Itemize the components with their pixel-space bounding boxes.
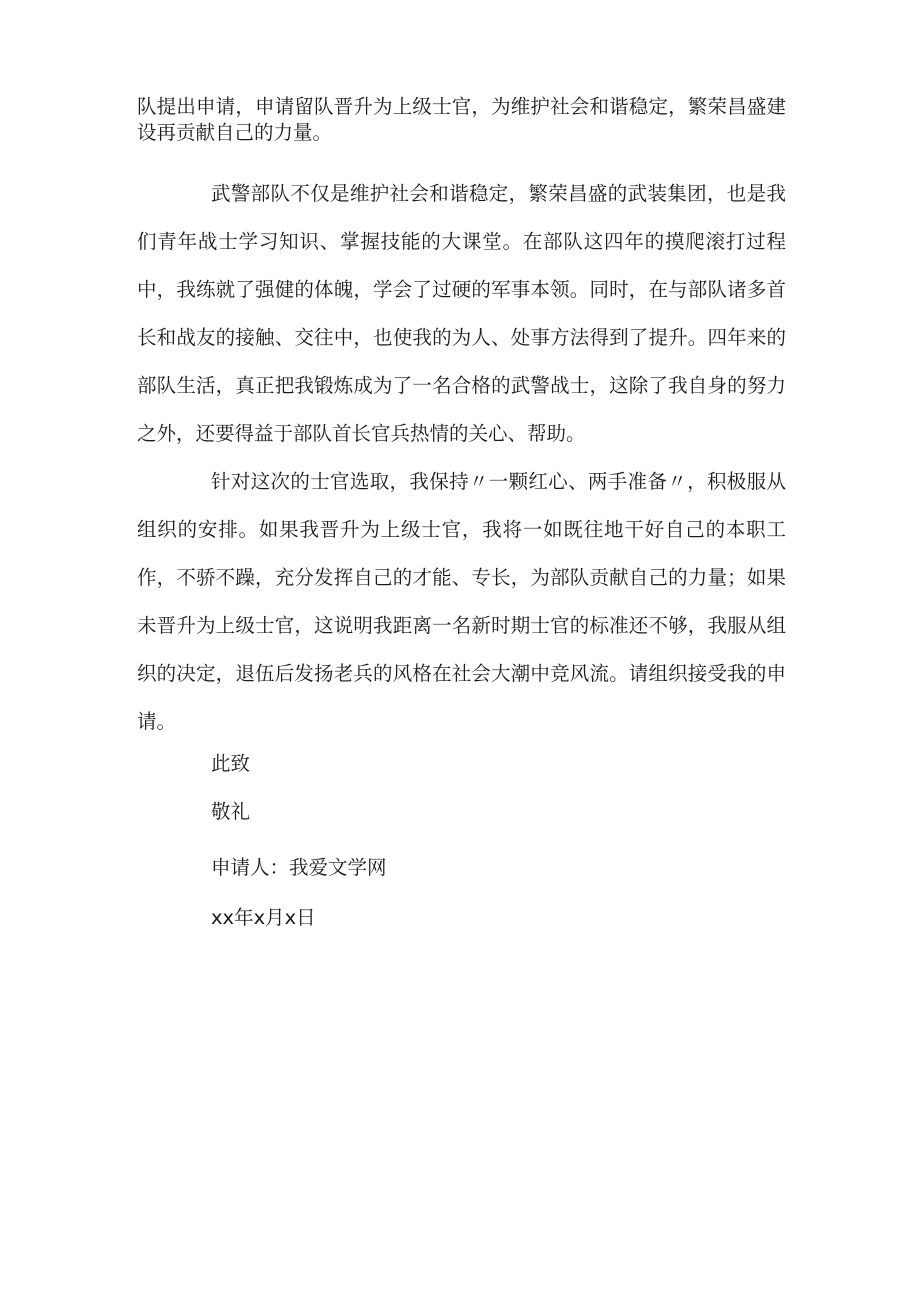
letter-body: [137, 94, 786, 746]
paragraph-3: 针对这次的士官选取，我保持〃一颗红心、两手准备〃，积极服从组织的安排。如果我晋升为上级士官，我将一如既往地干好自己的本职工作，不骄不躁，充分发挥自己的才能、专长，为部队贡献自己的力量；如果未晋升为上级士官，这说明我距离一名新时期士官的标准还不够，我服从组织的决定，退伍后发扬老兵的风格在社会大潮中竞风流。请组织接受我的申请。: [137, 470, 786, 733]
closing-salutation-1: 此致: [211, 752, 251, 775]
applicant-signature: 申请人：我爱文学网: [211, 856, 387, 879]
closing-salutation-2: 敬礼: [211, 800, 251, 823]
letter-date: xx年x月x日: [211, 906, 316, 929]
paragraph-2: 武警部队不仅是维护社会和谐稳定，繁荣昌盛的武装集团，也是我们青年战士学习知识、掌握技能的大课堂。在部队这四年的摸爬滚打过程中，我练就了强健的体魄，学会了过硬的军事本领。同时，在与部队诸多首长和战友的接触、交往中，也使我的为人、处事方法得到了提升。四年来的部队生活，真正把我锻炼成为了一名合格的武警战士，这除了我自身的努力之外，还要得益于部队首长官兵热情的关心、帮助。: [137, 182, 786, 445]
paragraph-1: 队提出申请，申请留队晋升为上级士官，为维护社会和谐稳定，繁荣昌盛建设再贡献自己的力量。: [137, 95, 786, 144]
